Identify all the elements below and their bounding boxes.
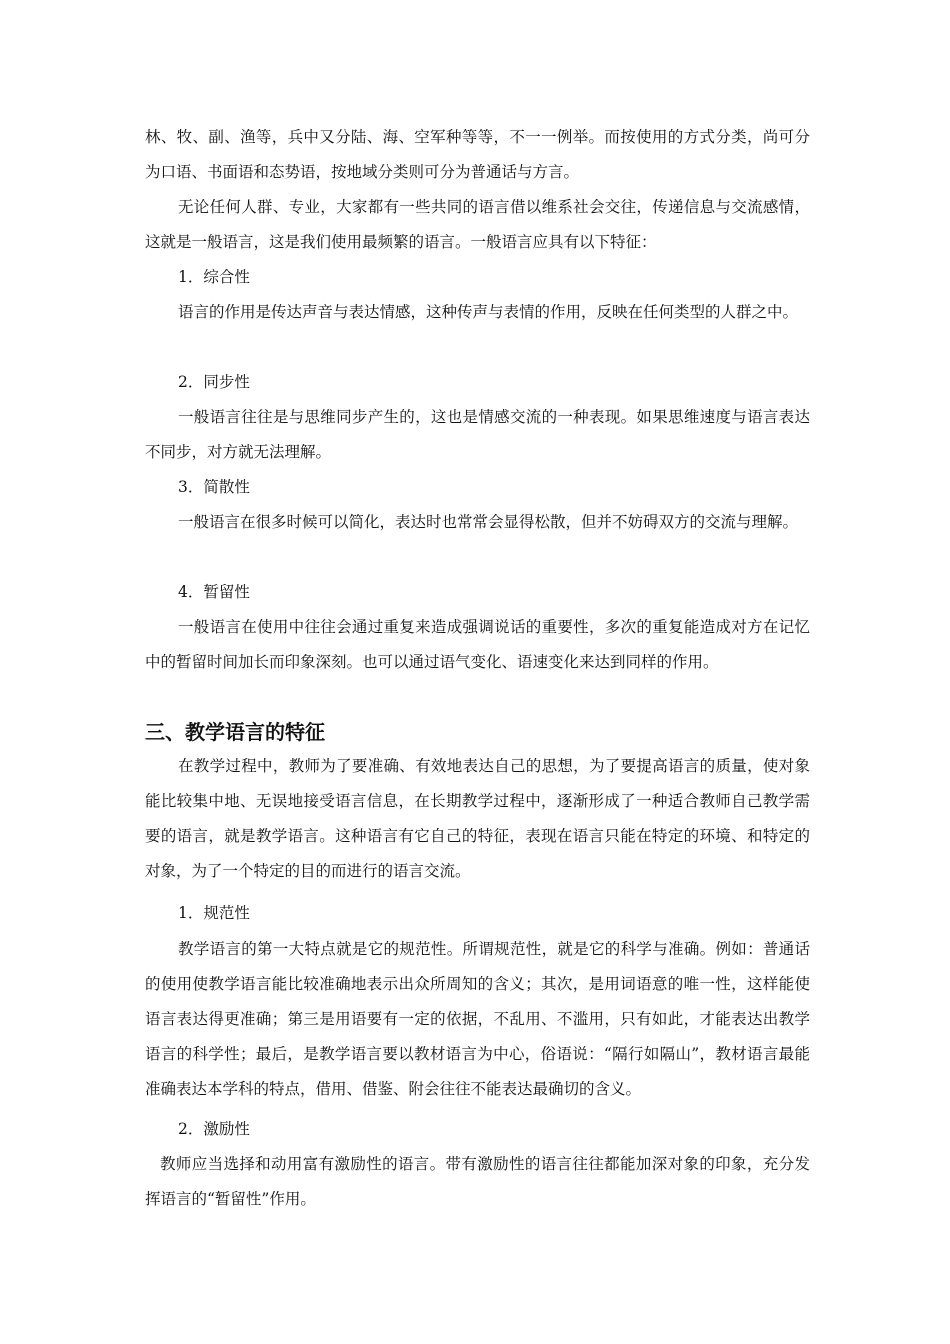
paragraph-general-language-intro: 无论任何人群、专业，大家都有一些共同的语言借以维系社会交往，传递信息与交流感情，这就是一般语言，这是我们使用最频繁的语言。一般语言应具有以下特征： bbox=[145, 198, 810, 251]
paragraph-persistence: 一般语言在使用中往往会通过重复来造成强调说话的重要性，多次的重复能造成对方在记忆中的暂留时间加长而印象深刻。也可以通过语气变化、语速变化来达到同样的作用。 bbox=[145, 618, 810, 671]
paragraph-motivational: 教师应当选择和动用富有激励性的语言。带有激励性的语言往往都能加深对象的印象，充分发挥语言的“暂留性”作用。 bbox=[145, 1155, 810, 1208]
paragraph-loose: 一般语言在很多时候可以简化，表达时也常常会显得松散，但并不妨碍双方的交流与理解。 bbox=[178, 513, 799, 531]
list-item-persistence: 4．暂留性 bbox=[178, 583, 250, 601]
paragraph-normative: 教学语言的第一大特点就是它的规范性。所谓规范性，就是它的科学与准确。例如：普通话的使用使教学语言能比较准确地表示出众所周知的含义；其次，是用词语意的唯一性，这样能使语言表达得更准确；第三是用语要有一定的依据，不乱用、不滥用，只有如此，才能表达出教学语言的科学性；最后，是教学语言要以教材语言为中心，俗语说：“隔行如隔山”，教材语言最能准确表达本学科的特点，借用、借鉴、附会往往不能表达最确切的含义。 bbox=[145, 940, 810, 1098]
paragraph-comprehensive: 语言的作用是传达声音与表达情感，这种传声与表情的作用，反映在任何类型的人群之中。 bbox=[178, 303, 799, 321]
paragraph-classification: 林、牧、副、渔等，兵中又分陆、海、空军种等等，不一一例举。而按使用的方式分类，尚可分为口语、书面语和态势语，按地域分类则可分为普通话与方言。 bbox=[145, 128, 810, 181]
section-heading-teaching-language: 三、教学语言的特征 bbox=[145, 720, 325, 744]
list-item-normative: 1．规范性 bbox=[178, 904, 250, 922]
list-item-motivational: 2．激励性 bbox=[178, 1120, 250, 1138]
list-item-comprehensive: 1．综合性 bbox=[178, 268, 250, 286]
paragraph-teaching-language-intro: 在教学过程中，教师为了要准确、有效地表达自己的思想，为了要提高语言的质量，使对象能比较集中地、无误地接受语言信息，在长期教学过程中，逐渐形成了一种适合教师自己教学需要的语言，就是教学语言。这种语言有它自己的特征，表现在语言只能在特定的环境、和特定的对象，为了一个特定的目的而进行的语言交流。 bbox=[145, 757, 810, 880]
paragraph-synchronous: 一般语言往往是与思维同步产生的，这也是情感交流的一种表现。如果思维速度与语言表达不同步，对方就无法理解。 bbox=[145, 408, 810, 461]
list-item-loose: 3．简散性 bbox=[178, 478, 250, 496]
list-item-synchronous: 2．同步性 bbox=[178, 373, 250, 391]
